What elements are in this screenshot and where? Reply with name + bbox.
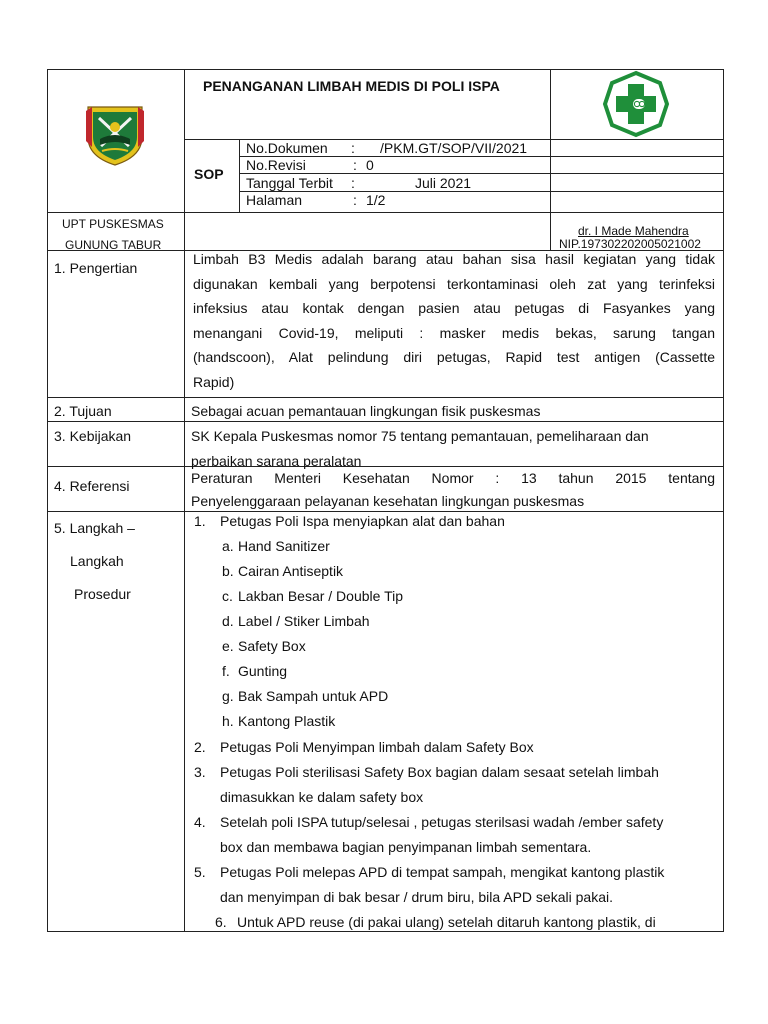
referensi-line: Peraturan Menteri Kesehatan Nomor : 13 tahun 2015 tentang [191,470,715,486]
meta-sep: : [353,192,357,208]
step-number: 6. [215,914,227,930]
item-text: Safety Box [238,638,306,654]
row-line-pengertian [47,397,723,398]
kebijakan-text-line1: SK Kepala Puskesmas nomor 75 tentang pemantauan, pemeliharaan dan [191,428,649,444]
item-text: Label / Stiker Limbah [238,613,370,629]
section-label-pengertian: 1. Pengertian [54,260,138,276]
meta-value: /PKM.GT/SOP/VII/2021 [380,140,528,156]
puskesmas-cross-logo-icon [602,70,670,138]
pengertian-line: Rapid) [193,373,235,390]
col-divider-sop [239,139,240,212]
org-name-line2: GUNUNG TABUR [65,238,162,252]
pengertian-text [193,247,715,395]
step-number: 3. [194,764,206,780]
kebijakan-text-line2: perbaikan sarana peralatan [191,453,362,469]
item-text: Hand Sanitizer [238,538,330,554]
item-letter: f. [222,663,230,679]
row-line-tujuan [47,421,723,422]
meta-label: Tanggal Terbit [246,175,333,191]
section-label-kebijakan: 3. Kebijakan [54,428,132,444]
signer-nip: NIP.197302202005021002 [559,237,701,251]
step-text: dan menyimpan di bak besar / drum biru, bila APD sekali pakai. [220,889,613,905]
step-text: dimasukkan ke dalam safety box [220,789,424,805]
referensi-line: Penyelenggaraan pelayanan kesehatan lingkungan puskesmas [191,493,585,509]
item-text: Cairan Antiseptik [238,563,344,579]
section-label-langkah-3: Prosedur [74,586,131,602]
item-text: Gunting [238,663,288,679]
section-label-langkah-1: 5. Langkah – [54,520,135,536]
item-letter: a. [222,538,234,554]
item-letter: c. [222,588,233,604]
meta-label: No.Dokumen [246,140,328,156]
item-text: Lakban Besar / Double Tip [238,588,403,604]
pengertian-line: Limbah B3 Medis adalah barang atau bahan sisa hasil kegiatan yang tidak [193,251,715,267]
table-border-bottom [47,931,724,932]
row-line-header-end [47,212,723,213]
meta-value: Juli 2021 [415,175,472,191]
step-text: Petugas Poli sterilisasi Safety Box bagian dalam sesaat setelah limbah [220,764,659,780]
referensi-text [191,466,715,512]
item-letter: g. [222,688,234,704]
table-border-left [47,69,48,931]
col-divider-right-sign [550,212,551,250]
item-text: Bak Sampah untuk APD [238,688,389,704]
item-letter: e. [222,638,234,654]
step-text: Petugas Poli Ispa menyiapkan alat dan bahan [220,513,505,529]
step-number: 5. [194,864,206,880]
item-letter: h. [222,713,234,729]
page-title: PENANGANAN LIMBAH MEDIS DI POLI ISPA [203,78,500,94]
step-text: Untuk APD reuse (di pakai ulang) setelah ditaruh kantong plastik, di [237,914,656,930]
regional-crest-emblem-icon [82,103,148,167]
step-text: Petugas Poli Menyimpan limbah dalam Safety Box [220,739,534,755]
item-letter: d. [222,613,234,629]
section-label-tujuan: 2. Tujuan [54,403,112,419]
item-text: Kantong Plastik [238,713,336,729]
meta-value: 0 [366,157,374,173]
step-number: 1. [194,513,206,529]
step-text: box dan membawa bagian penyimpanan limbah sementara. [220,839,592,855]
pengertian-line: digunakan kembali yang berpotensi terkontaminasi oleh zat yang terinfeksi [193,275,715,292]
section-label-referensi: 4. Referensi [54,478,130,494]
meta-value: 1/2 [366,192,386,208]
tujuan-text: Sebagai acuan pemantauan lingkungan fisik puskesmas [191,403,541,419]
pengertian-line: (handscoon), Alat pelindung diri petugas, Rapid test antigen (Cassette [193,349,715,366]
pengertian-line: menangani Covid-19, meliputi : masker medis bekas, sarung tangan [193,324,715,341]
pengertian-line: infeksius atau kontak dengan pasien atau petugas di Fasyankes yang [193,300,715,317]
org-name-line1: UPT PUSKESMAS [62,217,164,231]
meta-sep: : [353,157,357,173]
step-text: Petugas Poli melepas APD di tempat sampah, mengikat kantong plastik [220,864,665,880]
meta-label: No.Revisi [246,157,306,173]
table-border-right [723,69,724,931]
step-number: 4. [194,814,206,830]
signer-name: dr. I Made Mahendra [578,224,689,238]
col-divider-1 [184,69,185,931]
meta-sep: : [351,140,355,156]
meta-sep: : [351,175,355,191]
step-number: 2. [194,739,206,755]
meta-label: Halaman [246,192,303,208]
step-text: Setelah poli ISPA tutup/selesai , petugas sterilsasi wadah /ember safety [220,814,664,830]
section-label-langkah-2: Langkah [70,553,124,569]
sop-label: SOP [194,166,224,182]
item-letter: b. [222,563,234,579]
